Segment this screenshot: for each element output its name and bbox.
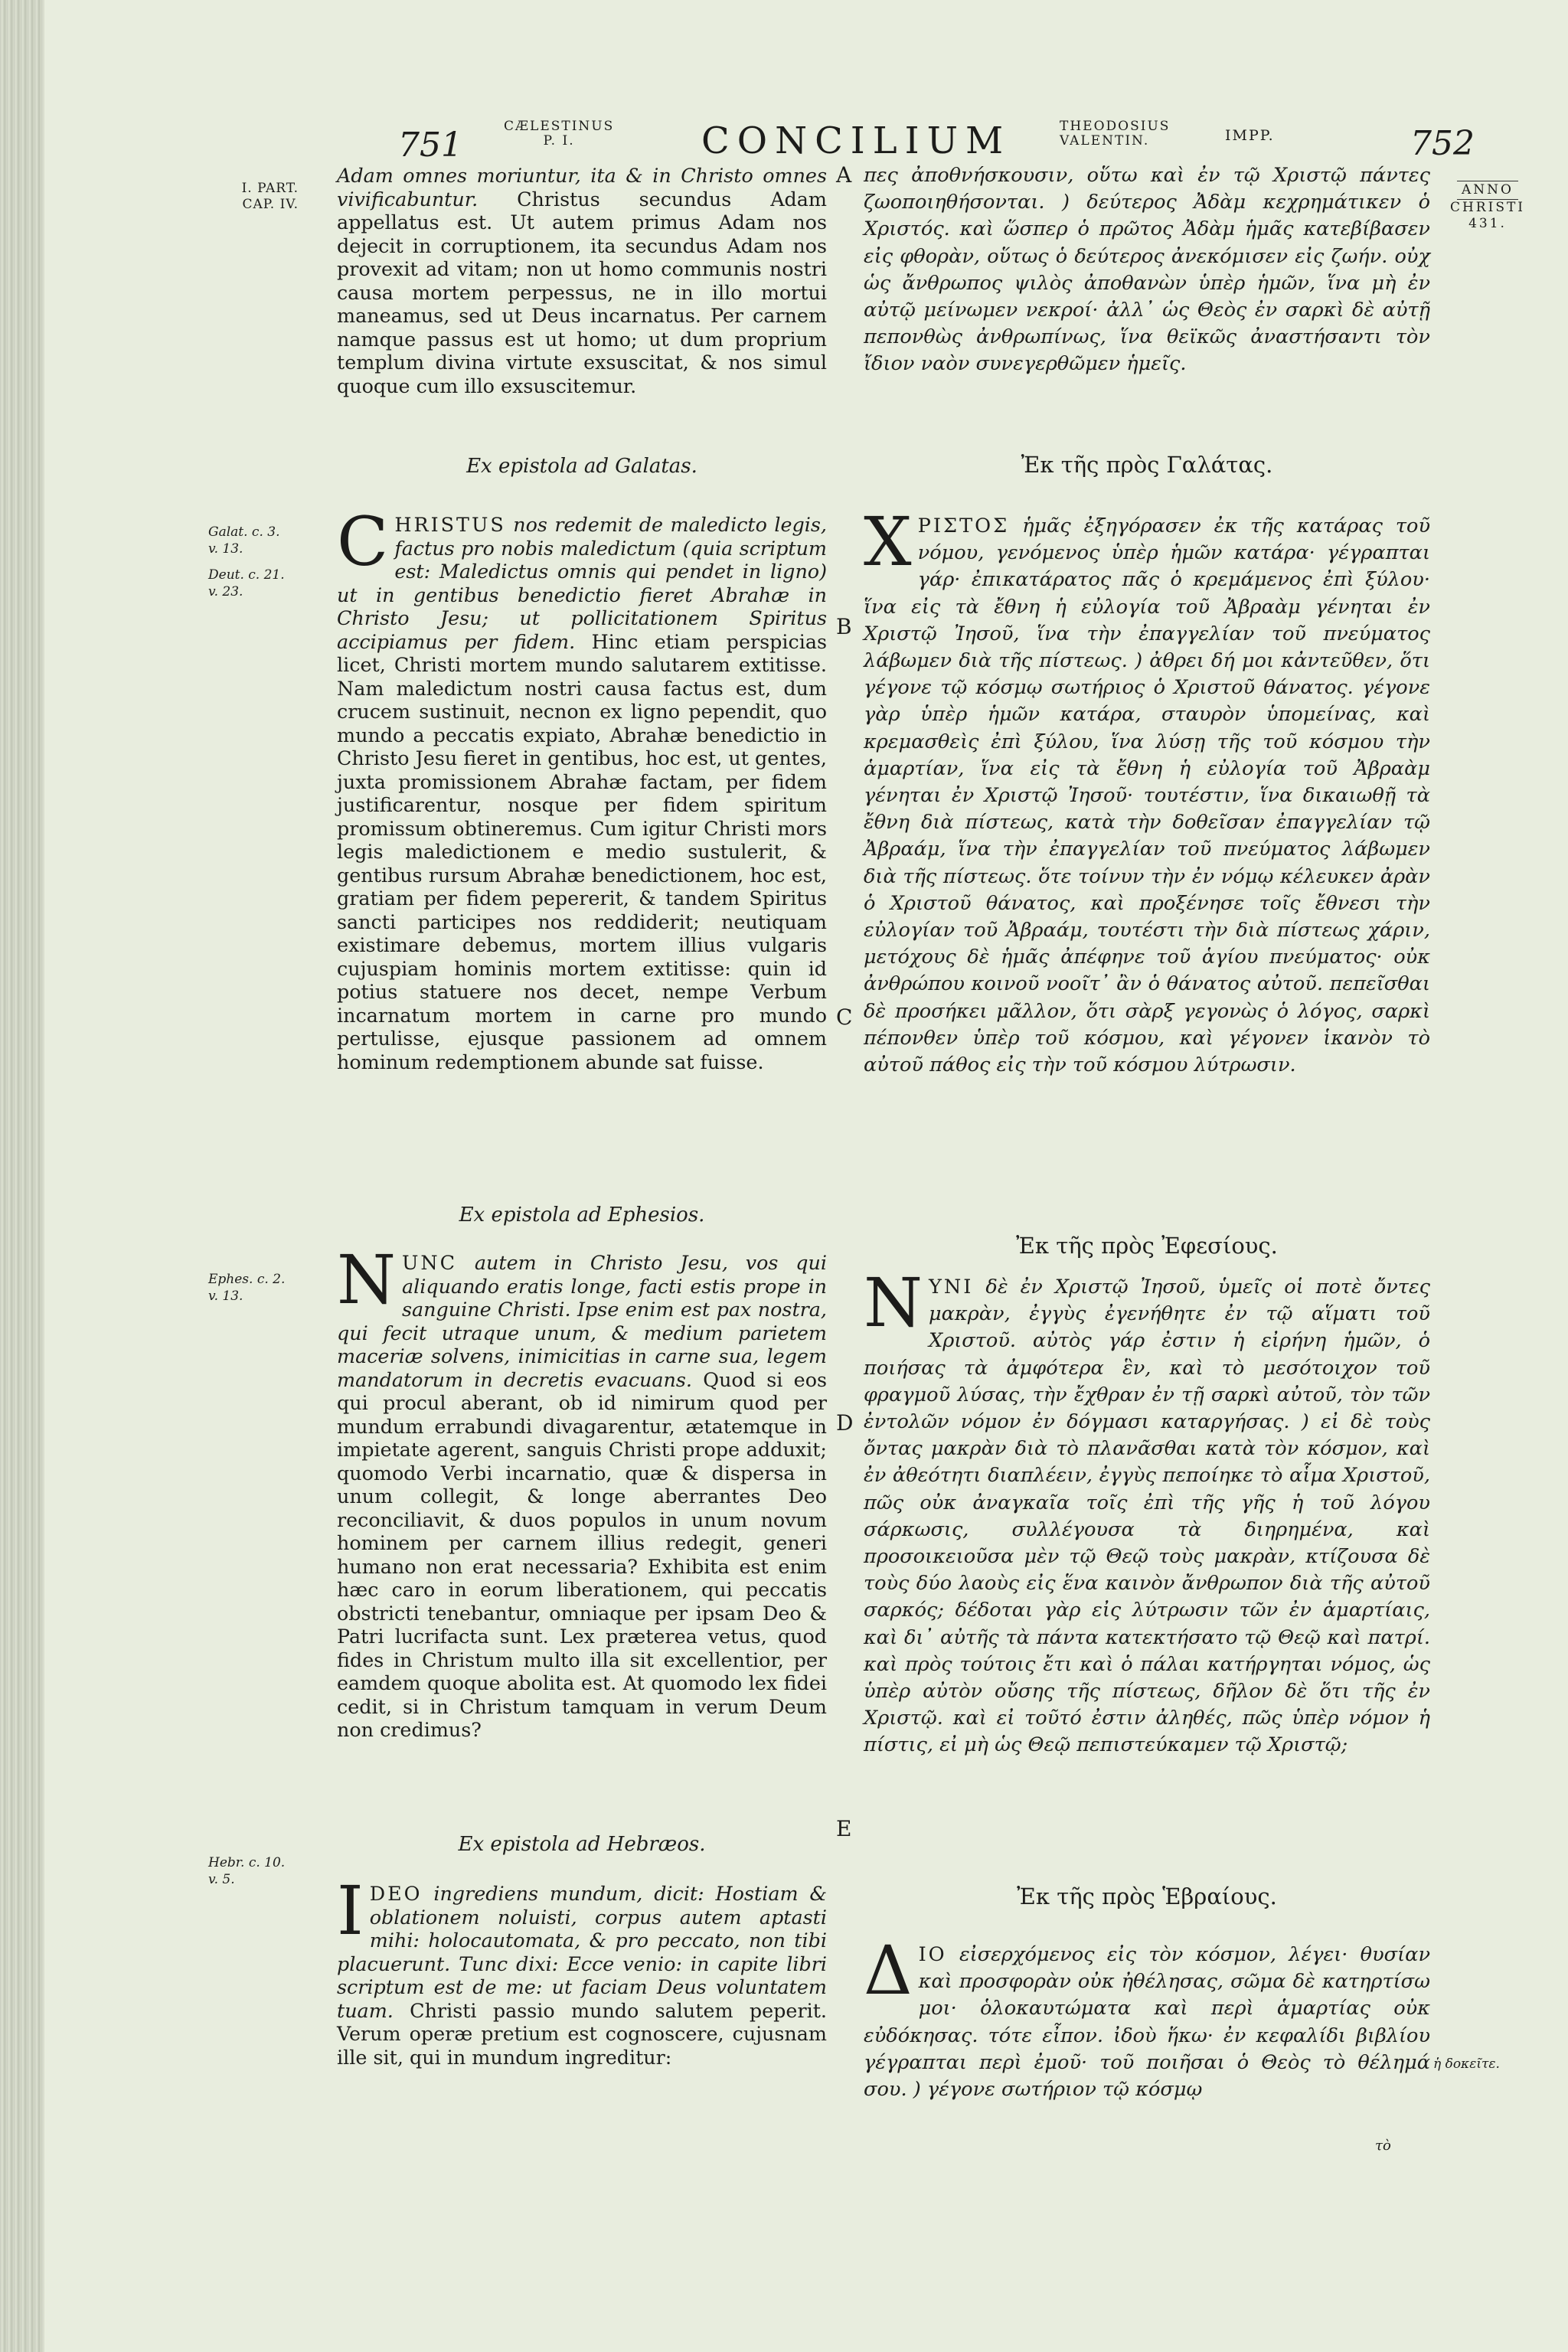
greek-hebraeos-dropword: ΙΟ bbox=[918, 1943, 947, 1966]
page-number-left: 751 bbox=[398, 126, 462, 165]
header-title: CONCILIUM bbox=[701, 119, 1011, 162]
section-letter-d: D bbox=[836, 1410, 854, 1436]
greek-galatas-dropcap: Χ bbox=[864, 502, 912, 581]
latin-ephesios-text: Quod si eos qui procul aberant, ob id nimirum quod per mundum errabundi divagarentur, ætatemque in impietate agerent, sanguis Christi prope adduxit; quomodo Verbi incarnatio, quæ & dispersa in unum collegit, & longe aberrantes Deo reconciliavit, & duos populos in unum novum hominem per carnem illius redegit, generi humano non erat necessaria? Exhibita est enim hæc caro in eorum liberationem, qui peccatis obstricti tenebantur, omniaque per ipsam Deo & Patri lucrifacta sunt. Lex præterea vetus, quod fides in Christum multo illa sit excellentior, per eamdem quoque abolita est. At quomodo lex fidei cedit, si in Christum tamquam in verum Deum non credimus? bbox=[337, 1367, 828, 1741]
latin-galatas-paragraph bbox=[337, 502, 828, 1073]
page-number-right: 752 bbox=[1410, 124, 1475, 163]
greek-ephesios-dropword: ΥΝΙ bbox=[929, 1276, 974, 1298]
margin-note-ephes bbox=[208, 1271, 292, 1305]
latin-galatas-text: Hinc etiam perspicias licet, Christi mortem mundo salutarem extitisse. Nam maledictum nostri causa factus est, dum crucem sustinuit, necnon ex ligno pependit, quo mundo a peccatis expiato, Abrahæ benedictio in Christo Jesu fieret in gentibus, hoc est, ut gentes, juxta promissionem Abrahæ factam, per fidem justificarentur, nosque per fidem spiritum promissum obtineremus. Cum igitur Christi mors legis maledictionem e medio sustulerit, & gentibus rursum Abrahæ benedictionem, hoc est, gratiam per fidem pepererit, & tandem Spiritus sancti participes nos reddiderit; neutiquam existimare debemus, mortem illius vulgaris cujuspiam hominis mortem extitisse: quin id potius statuere nos decet, nempe Verbum incarnatum mortem in carne pro mundo pertulisse, ejusque passionem ad omnem hominum redemptionem abunde sat fuisse. bbox=[337, 629, 828, 1073]
header-left-line-2: P. I. bbox=[543, 133, 575, 149]
greek-hebraeos-dropcap: Δ bbox=[864, 1931, 913, 2010]
latin-heading-galatas: Ex epistola ad Galatas. bbox=[466, 455, 697, 478]
part-chapter-note bbox=[207, 181, 299, 213]
latin-galatas-dropcap: C bbox=[337, 502, 389, 581]
section-letter-b: B bbox=[836, 614, 852, 639]
latin-hebraeos-dropcap: I bbox=[337, 1871, 364, 1950]
anno-year: 431. bbox=[1468, 216, 1507, 231]
part-note: I. PART. bbox=[241, 181, 299, 196]
right-margin-note: ἡ δοκεῖτε. bbox=[1433, 2056, 1500, 2072]
section-letter-e: E bbox=[836, 1816, 852, 1841]
header-left-line-1: CÆLESTINUS bbox=[504, 119, 615, 134]
greek-heading-galatas: Ἐκ τῆς πρὸς Γαλάτας. bbox=[1021, 452, 1273, 478]
greek-heading-hebraeos: Ἐκ τῆς πρὸς Ἑβραίους. bbox=[1017, 1883, 1277, 1909]
greek-ephesios-paragraph bbox=[864, 1263, 1431, 1759]
christi-label: CHRISTI bbox=[1449, 200, 1526, 215]
margin-note-deut bbox=[208, 567, 292, 600]
greek-heading-ephesios: Ἐκ τῆς πρὸς Ἐφεσίους. bbox=[1016, 1233, 1278, 1259]
latin-galatas-dropword: HRISTUS bbox=[394, 513, 506, 536]
margin-note-line: Galat. c. 3. bbox=[208, 524, 280, 540]
greek-galatas-dropword: ΡΙΣΤΟΣ bbox=[917, 514, 1010, 537]
latin-intro-quote: Adam omnes moriuntur, ita & in Christo omnes vivificabuntur. bbox=[337, 164, 827, 211]
margin-note-line: Ephes. c. 2. bbox=[208, 1272, 286, 1287]
greek-galatas-paragraph bbox=[864, 502, 1430, 1079]
latin-hebraeos-dropword: DEO bbox=[369, 1882, 423, 1905]
greek-galatas-text: ἡμᾶς ἐξηγόρασεν ἐκ τῆς κατάρας τοῦ νόμου, γενόμενος ὑπὲρ ἡμῶν κατάρα· γέγραπται γάρ· ἐπικατάρατος πᾶς ὁ κρεμάμενος ἐπὶ ξύλου· ἵνα εἰς τὰ ἔθνη ἡ εὐλογία τοῦ Ἀβραὰμ γένηται ἐν Χριστῷ Ἰησοῦ, ἵνα τὴν ἐπαγγελίαν τοῦ πνεύματος λάβωμεν διὰ τῆς πίστεως. ) ἀθρει δή μοι κἀντεῦθεν, ὅτι γέγονε τῷ κόσμῳ σωτήριος ὁ Χριστοῦ θάνατος. γέγονε γὰρ ὑπὲρ ἡμῶν κατάρα, σταυρὸν ὑπομείνας, καὶ κρεμασθεὶς ἐπὶ ξύλου, ἵνα λύσῃ τῆς τοῦ κόσμου τὴν ἁμαρτίαν, ἵνα εἰς τὰ ἔθνη ἡ εὐλογία τοῦ Ἀβραὰμ γένηται ἐν Χριστῷ Ἰησοῦ· τουτέστιν, ἵνα δικαιωθῇ τὰ ἔθνη διὰ πίστεως, κατὰ τὴν δοθεῖσαν ἐπαγγελίαν τῷ Ἀβραάμ, ἵνα τὴν ἐπαγγελίαν τοῦ πνεύματος λάβωμεν διὰ τῆς πίστεως. ὅτε τοίνυν τὴν ἐν νόμῳ κέλευκεν ἀρὰν ὁ Χριστοῦ θάνατος, καὶ προξένησε τοῖς ἔθνεσι τὴν εὐλογίαν τοῦ Ἀβραάμ, τουτέστι τὴν διὰ πίστεως χάριν, μετόχους δὲ ἡμᾶς ἀπέφηνε τοῦ ἁγίου πνεύματος· οὐκ ἀνθρώπου κοινοῦ νοοῖτ᾽ ἂν ὁ θάνατος αὐτοῦ. πεπεῖσθαι δὲ προσήκει μᾶλλον, ὅτι σὰρξ γεγονὼς ὁ λόγος, σαρκὶ πέπονθεν ὑπὲρ τοῦ κόσμου, καὶ γέγονεν ἱκανὸν τὸ αὐτοῦ πάθος εἰς τὴν τοῦ κόσμου λύτρωσιν. bbox=[864, 514, 1430, 1077]
margin-note-line: v. 23. bbox=[208, 584, 243, 599]
latin-heading-ephesios: Ex epistola ad Ephesios. bbox=[459, 1204, 705, 1227]
chapter-note: CAP. IV. bbox=[242, 197, 299, 212]
latin-heading-hebraeos: Ex epistola ad Hebræos. bbox=[458, 1833, 706, 1856]
margin-note-line: v. 13. bbox=[208, 541, 243, 557]
latin-hebraeos-quote: ingrediens mundum, dicit: Hostiam & oblationem noluisti, corpus autem aptasti mihi: holocautomata, & pro peccato, non tibi placuerunt. Tunc dixi: Ecce venio: in capite libri scriptum est de me: ut faciam Deus voluntatem tuam. bbox=[337, 1882, 827, 2022]
latin-galatas-quote: nos redemit de maledicto legis, factus pro nobis maledictum (quia scriptum est: Maledictus omnis qui pendet in ligno) ut in gentibus benedictio fieret Abrahæ in Christo Jesu; ut pollicitationem Spiritus accipiamus per fidem. bbox=[337, 513, 827, 653]
latin-ephesios-quote: autem in Christo Jesu, vos qui aliquando eratis longe, facti estis prope in sanguine Christi. Ipse enim est pax nostra, qui fecit utraque unum, & medium parietem maceriæ solvens, inimicitias in carne sua, legem mandatorum in decretis evacuans. bbox=[337, 1251, 828, 1391]
greek-ephesios-dropcap: Ν bbox=[864, 1263, 923, 1342]
margin-note-line: Deut. c. 21. bbox=[208, 567, 285, 583]
margin-note-line: v. 13. bbox=[208, 1289, 243, 1304]
margin-note-line: Hebr. c. 10. bbox=[208, 1855, 286, 1870]
margin-note-line: v. 5. bbox=[208, 1872, 235, 1887]
latin-ephesios-dropword: UNC bbox=[402, 1251, 458, 1274]
greek-hebraeos-text: εἰσερχόμενος εἰς τὸν κόσμον, λέγει· θυσίαν καὶ προσφορὰν οὐκ ἠθέλησας, σῶμα δὲ κατηρτίσω μοι· ὁλοκαυτώματα καὶ περὶ ἁμαρτίας οὐκ εὐδόκησας. τότε εἶπον. ἰδοὺ ἥκω· ἐν κεφαλίδι βιβλίου γέγραπται περὶ ἐμοῦ· τοῦ ποιῆσαι ὁ Θεὸς τὸ θέλημά σου. ) γέγονε σωτήριον τῷ κόσμῳ bbox=[864, 1943, 1430, 2102]
latin-intro-text: Christus secundus Adam appellatus est. Ut autem primus Adam nos dejecit in corruptionem, ita secundus Adam nos provexit ad vitam; non ut homo communis nostri causa mortem perpessus, ne in illo mortui maneamus, sed ut Deus incarnatus. Per carnem namque passus est ut homo; ut dum proprium templum divina virtute exsuscitat, & nos simul quoque cum illo exsuscitemur. bbox=[337, 187, 827, 397]
latin-ephesios-dropcap: N bbox=[337, 1240, 396, 1319]
catchword: τὸ bbox=[1375, 2138, 1391, 2154]
latin-ephesios-paragraph bbox=[337, 1240, 828, 1742]
anno-christi-note bbox=[1438, 181, 1537, 232]
margin-note-galat bbox=[208, 524, 292, 557]
section-letter-a: A bbox=[836, 162, 852, 188]
header-impp: IMPP. bbox=[1225, 127, 1275, 144]
latin-intro-paragraph bbox=[337, 164, 827, 397]
header-right-line-2: VALENTIN. bbox=[1060, 133, 1150, 149]
greek-intro-paragraph: πες ἀποθνήσκουσιν, οὕτω καὶ ἐν τῷ Χριστῷ πάντες ζωοποιηθήσονται. ) δεύτερος Ἀδὰμ κεχρημάτικεν ὁ Χριστός. καὶ ὥσπερ ὁ πρῶτος Ἀδὰμ ἡμᾶς κατεβίβασεν εἰς φθορὰν, οὕτως ὁ δεύτερος ἀνεκόμισεν εἰς ζωήν. οὐχ ὡς ἄνθρωπος ψιλὸς ἀποθανὼν ὑπὲρ ἡμῶν, ἵνα μὴ ἐν αὐτῷ μείνωμεν νεκροί· ἀλλ᾽ ὡς Θεὸς ἐν σαρκὶ δὲ αὐτῇ πεπονθὼς ἀνθρωπίνως, ἵνα θεϊκῶς ἀναστήσαντι τὸν ἴδιον ναὸν συνεγερθῶμεν ἡμεῖς. bbox=[864, 164, 1430, 376]
header-right-line-1: THEODOSIUS bbox=[1060, 119, 1171, 134]
section-letter-c: C bbox=[836, 1004, 853, 1030]
header-right-running-title bbox=[1060, 119, 1170, 149]
margin-note-hebr bbox=[208, 1854, 292, 1888]
anno-label: ANNO bbox=[1457, 181, 1518, 200]
greek-ephesios-text: δὲ ἐν Χριστῷ Ἰησοῦ, ὑμεῖς οἱ ποτὲ ὄντες μακρὰν, ἐγγὺς ἐγενήθητε ἐν τῷ αἵματι τοῦ Χριστοῦ. αὐτὸς γάρ ἐστιν ἡ εἰρήνη ἡμῶν, ὁ ποιήσας τὰ ἀμφότερα ἓν, καὶ τὸ μεσότοιχον τοῦ φραγμοῦ λύσας, τὴν ἔχθραν ἐν τῇ σαρκὶ αὐτοῦ, τὸν τῶν ἐντολῶν νόμον ἐν δόγμασι καταργήσας. ) εἰ δὲ τοὺς ὄντας μακρὰν διὰ τὸ πλανᾶσθαι κατὰ τὸν κόσμον, καὶ ἐν ἀθεότητι διαπλέειν, ἐγγὺς πεποίηκε τὸ αἷμα Χριστοῦ, πῶς οὐκ ἀναγκαῖα τοῖς ἐπὶ τῆς γῆς ἡ τοῦ λόγου σάρκωσις, συλλέγουσα τὰ διηρημένα, καὶ προσοικειοῦσα μὲν τῷ Θεῷ τοὺς μακρὰν, κτίζουσα δὲ τοὺς δύο λαοὺς εἰς ἕνα καινὸν ἄνθρωπον διὰ τῆς αὐτοῦ σαρκός; δέδοται γὰρ εἰς λύτρωσιν τῶν ἐν ἁμαρτίαις, καὶ δι᾽ αὐτῆς τὰ πάντα κατεκτήσατο τῷ Θεῷ καὶ πατρί. καὶ πρὸς τούτοις ἔτι καὶ ὁ πάλαι κατήργηται νόμος, ὡς ὑπὲρ αὐτὸν οὔσης τῆς πίστεως, δῆλον δὲ ὅτι τῆς ἐν Χριστῷ. καὶ εἰ τοῦτό ἐστιν ἀληθές, πῶς ὑπὲρ νόμον ἡ πίστις, εἰ μὴ ὡς Θεῷ πεπιστεύκαμεν τῷ Χριστῷ; bbox=[864, 1276, 1431, 1757]
latin-hebraeos-text: Christi passio mundo salutem peperit. Verum operæ pretium est cognoscere, cujusnam ille sit, qui in mundum ingreditur: bbox=[337, 1998, 827, 2069]
greek-hebraeos-paragraph bbox=[864, 1931, 1430, 2103]
latin-hebraeos-paragraph bbox=[337, 1871, 827, 2069]
header-left-running-title bbox=[504, 119, 614, 149]
book-gutter bbox=[0, 0, 44, 2352]
